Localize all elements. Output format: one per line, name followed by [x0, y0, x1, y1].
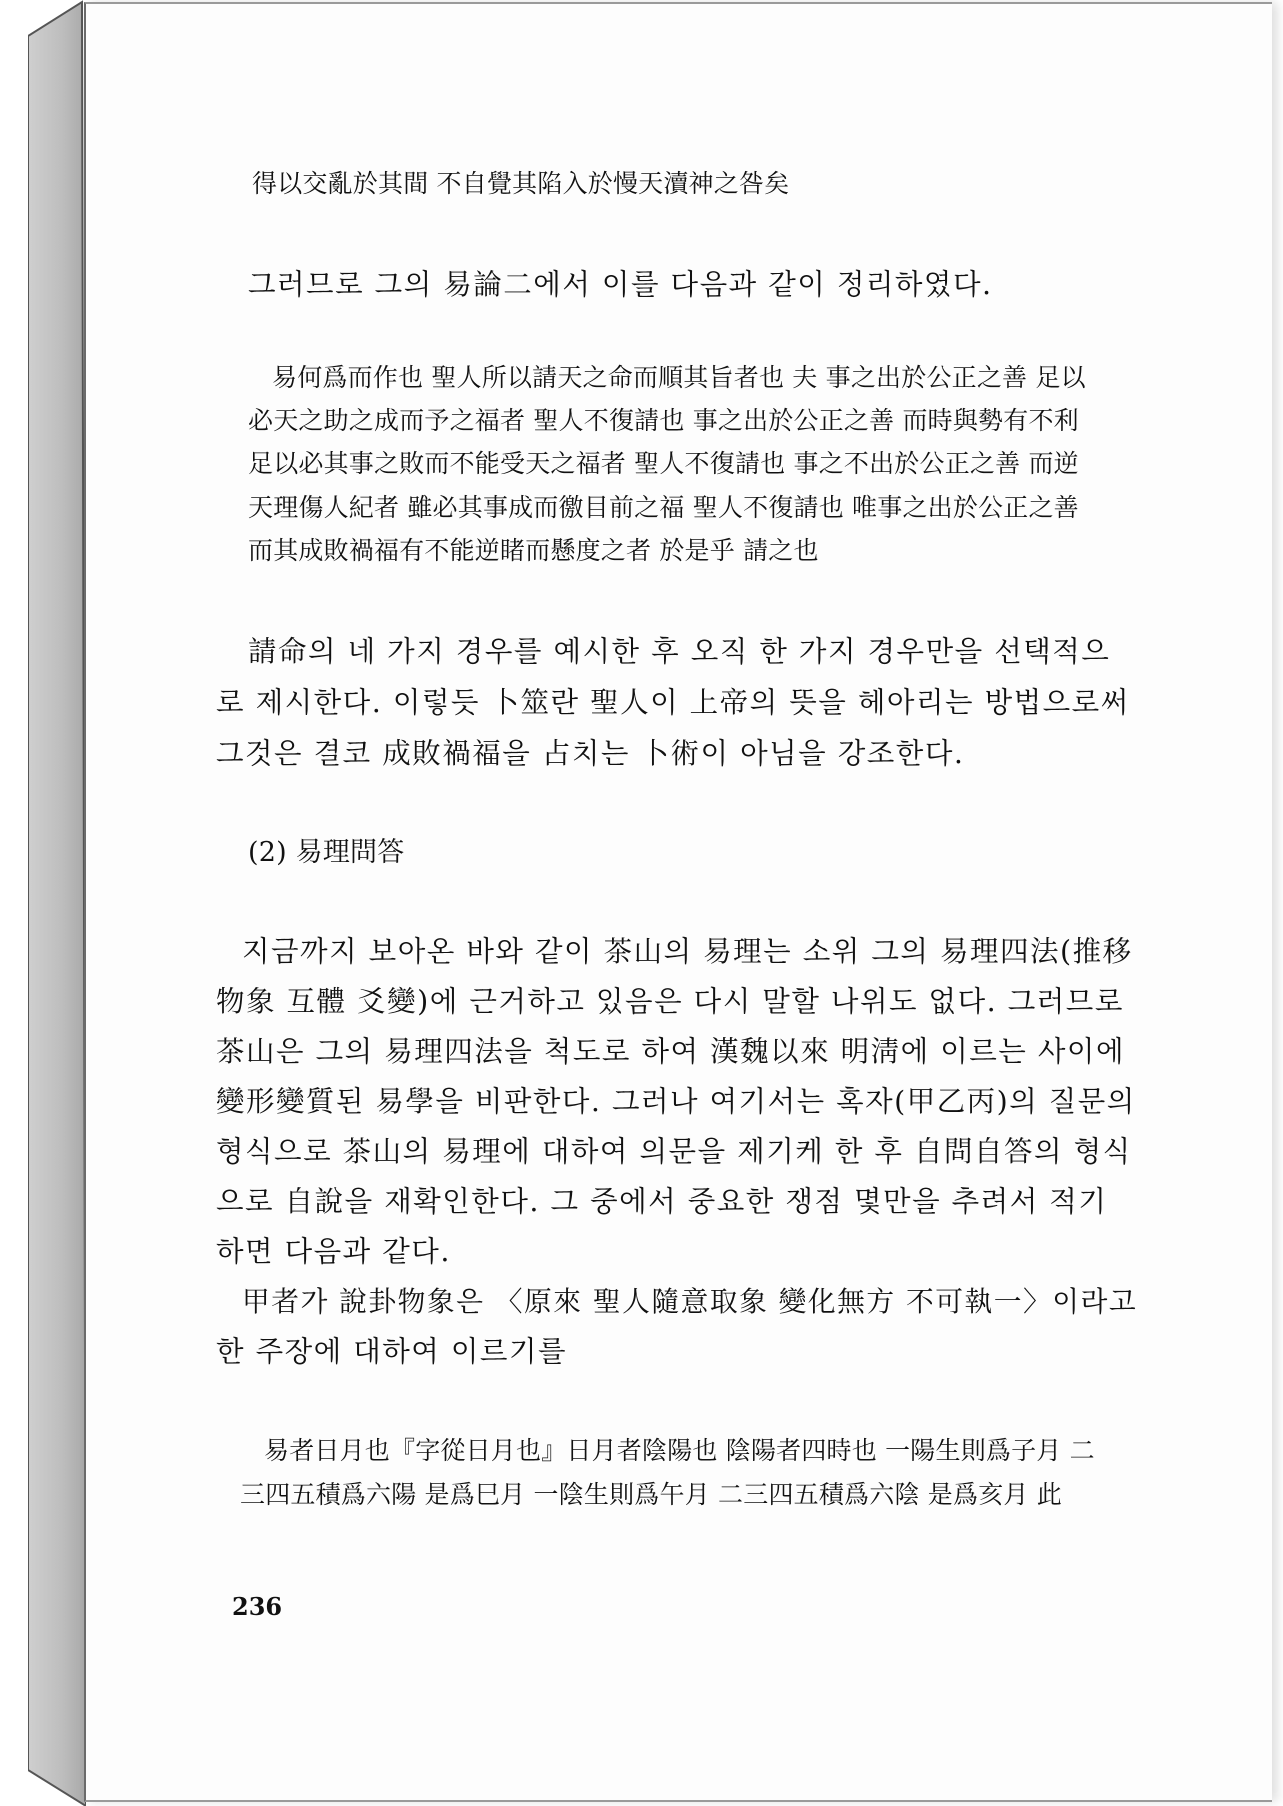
section-heading: (2) 易理問答 [248, 837, 405, 868]
quote-line: 必天之助之成而予之福者 聖人不復請也 事之出於公正之善 而時與勢有不利 [248, 406, 1079, 435]
quote-line: 足以必其事之敗而不能受天之福者 聖人不復請也 事之不出於公正之善 而逆 [248, 449, 1079, 478]
quote-line: 天理傷人紀者 雖必其事成而徼目前之福 聖人不復請也 唯事之出於公正之善 [248, 493, 1079, 522]
quote-line: 而其成敗禍福有不能逆睹而懸度之者 於是乎 請之也 [248, 536, 819, 565]
paragraph-line: 형식으로 茶山의 易理에 대하여 의문을 제기케 한 후 自問自答의 형식 [216, 1135, 1132, 1168]
book-page [84, 2, 1272, 1802]
paragraph-line: 지금까지 보아온 바와 같이 茶山의 易理는 소위 그의 易理四法(推移 [242, 935, 1133, 968]
paragraph-line: 로 제시한다. 이렇듯 卜筮란 聖人이 上帝의 뜻을 헤아리는 방법으로써 [216, 686, 1130, 719]
paragraph-line: 請命의 네 가지 경우를 예시한 후 오직 한 가지 경우만을 선택적으 [248, 635, 1111, 668]
quote-line: 易何爲而作也 聖人所以請天之命而順其旨者也 夫 事之出於公正之善 足以 [272, 363, 1086, 392]
paragraph-line: 그러므로 그의 易論二에서 이를 다음과 같이 정리하였다. [248, 268, 993, 301]
paragraph-line: 變形變質된 易學을 비판한다. 그러나 여기서는 혹자(甲乙丙)의 질문의 [216, 1085, 1136, 1118]
book-spine [28, 0, 86, 1806]
paragraph-line: 茶山은 그의 易理四法을 척도로 하여 漢魏以來 明淸에 이르는 사이에 [216, 1035, 1125, 1068]
paragraph-line: 하면 다음과 같다. [216, 1235, 451, 1268]
quote-line: 易者日月也『字從日月也』日月者陰陽也 陰陽者四時也 一陽生則爲子月 二 [264, 1436, 1095, 1465]
paragraph-line: 甲者가 說卦物象은 〈原來 聖人隨意取象 變化無方 不可執一〉이라고 [242, 1285, 1138, 1318]
paragraph-line: 그것은 결코 成敗禍福을 占치는 卜術이 아님을 강조한다. [216, 737, 965, 770]
paragraph-line: 物象 互體 爻變)에 근거하고 있음은 다시 말할 나위도 없다. 그러므로 [216, 985, 1124, 1018]
paragraph-line: 으로 自說을 재확인한다. 그 중에서 중요한 쟁점 몇만을 추려서 적기 [216, 1185, 1108, 1218]
page-number: 236 [232, 1592, 283, 1621]
quote-line-continuation: 得以交亂於其間 不自覺其陷入於慢天瀆神之咎矣 [252, 169, 790, 198]
paragraph-line: 한 주장에 대하여 이르기를 [216, 1335, 568, 1368]
quote-line: 三四五積爲六陽 是爲巳月 一陰生則爲午月 二三四五積爲六陰 是爲亥月 此 [240, 1480, 1062, 1509]
